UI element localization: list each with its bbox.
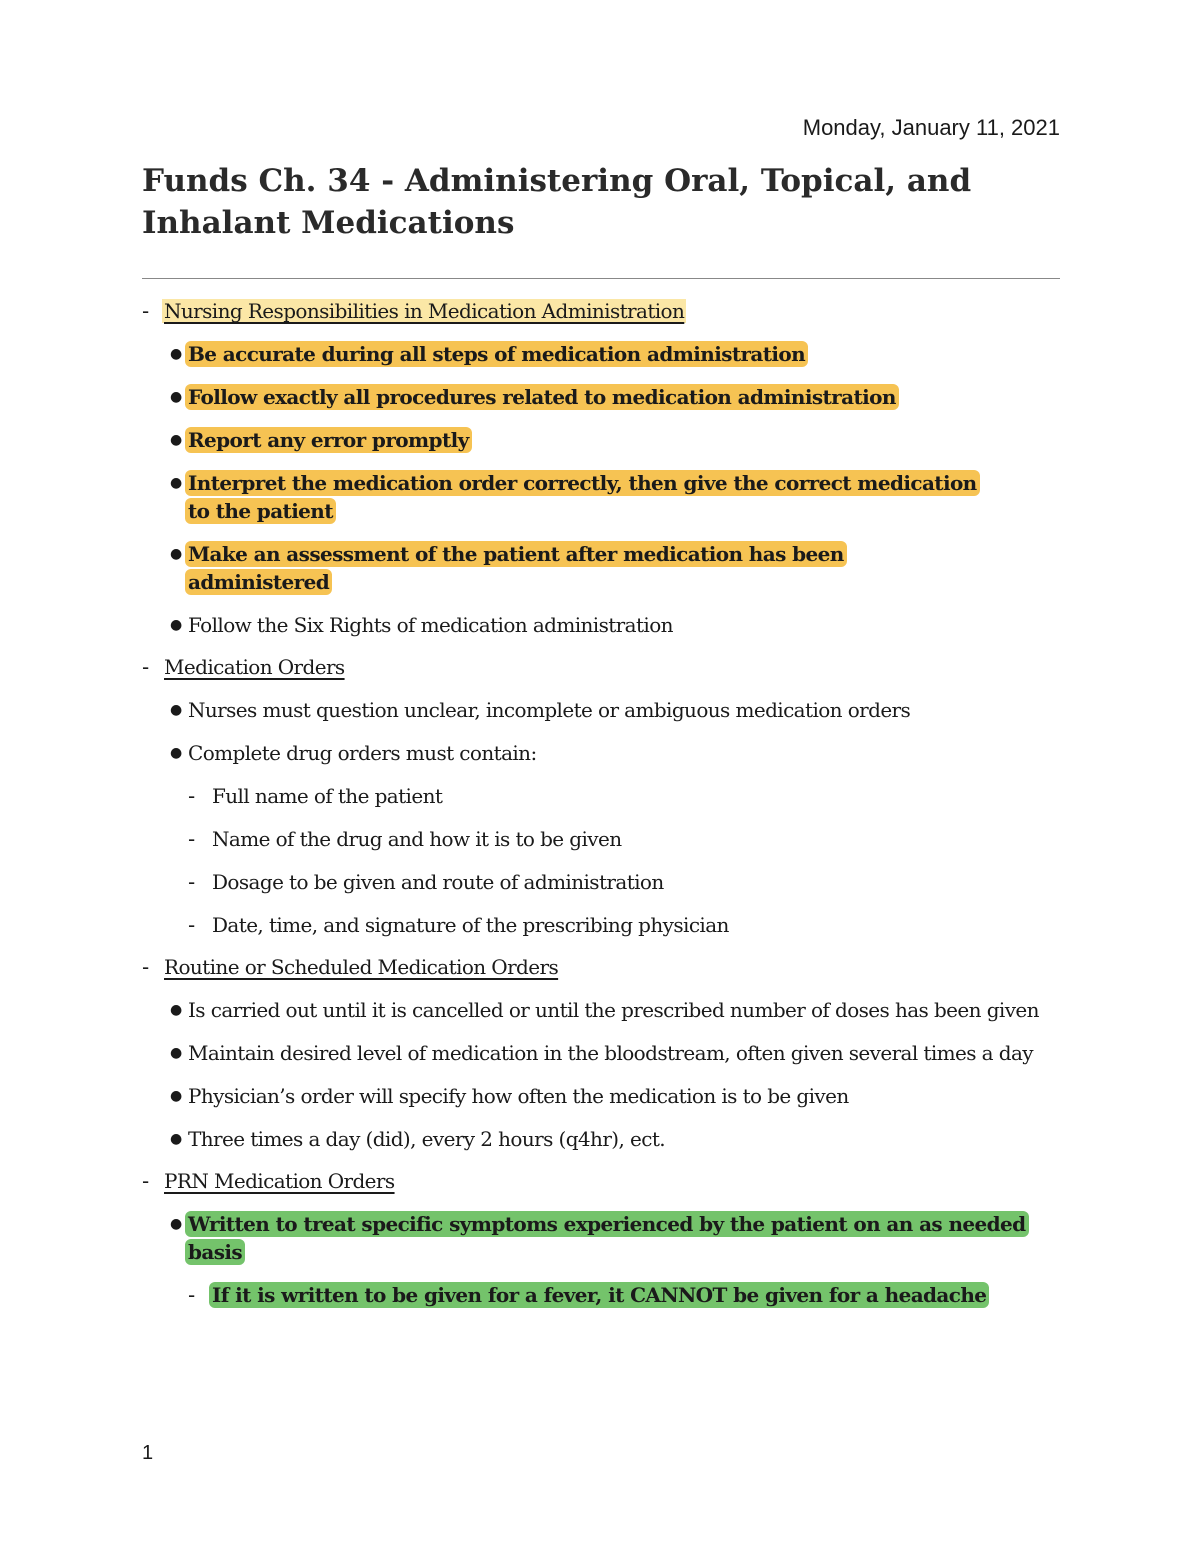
document-date: Monday, January 11, 2021 (802, 115, 1060, 140)
sub-list-item-text: Name of the drug and how it is to be given (212, 827, 622, 851)
notes-body (142, 283, 1062, 1309)
page-title: Funds Ch. 34 - Administering Oral, Topical, and Inhalant Medications (142, 163, 972, 241)
list-item-text: Physician’s order will specify how often the medication is to be given (188, 1084, 849, 1108)
section-heading (142, 1167, 1062, 1195)
bullet-icon: ● (170, 1088, 182, 1104)
sub-list-item-text: Date, time, and signature of the prescribing physician (212, 913, 729, 937)
bullet-icon: ● (170, 475, 182, 491)
bullet-icon: ● (170, 1002, 182, 1018)
bullet-icon: ● (170, 389, 182, 405)
section-heading-text: Medication Orders (164, 655, 345, 679)
dash-bullet-icon: - (142, 955, 149, 979)
list-item-text: Report any error promptly (185, 427, 472, 453)
dash-bullet-icon: - (142, 655, 149, 679)
list-item (142, 340, 1062, 368)
dash-bullet-icon: - (188, 913, 195, 937)
list-item-text: Is carried out until it is cancelled or until the prescribed number of doses has been given (188, 998, 1039, 1022)
sub-list-item (142, 1281, 1022, 1309)
page-number: 1 (142, 1442, 154, 1464)
list-item (142, 739, 1062, 767)
sub-list-item-text: Full name of the patient (212, 784, 443, 808)
list-item (142, 469, 978, 525)
bullet-icon: ● (170, 745, 182, 761)
list-item (142, 426, 1062, 454)
list-item-text: Maintain desired level of medication in the bloodstream, often given several times a day (188, 1041, 1033, 1065)
dash-bullet-icon: - (142, 299, 149, 323)
list-item (142, 1210, 1062, 1266)
list-item-text: Be accurate during all steps of medication administration (185, 341, 808, 367)
sub-list-item (142, 782, 1062, 810)
sub-list-item-text: Dosage to be given and route of administration (212, 870, 664, 894)
bullet-icon: ● (170, 1216, 182, 1232)
bullet-icon: ● (170, 617, 182, 633)
list-item-text: Interpret the medication order correctly, then give the correct medication to the patient (185, 470, 980, 524)
dash-bullet-icon: - (142, 1169, 149, 1193)
title-divider (142, 278, 1060, 279)
bullet-icon: ● (170, 1045, 182, 1061)
list-item-text: Make an assessment of the patient after medication has been administered (185, 541, 847, 595)
list-item (142, 696, 1062, 724)
bullet-icon: ● (170, 546, 182, 562)
list-item-text: Complete drug orders must contain: (188, 741, 537, 765)
section-heading-text: PRN Medication Orders (164, 1169, 395, 1193)
dash-bullet-icon: - (188, 870, 195, 894)
section-heading-text: Routine or Scheduled Medication Orders (164, 955, 559, 979)
list-item-text: Written to treat specific symptoms experienced by the patient on an as needed basis (185, 1211, 1029, 1265)
section-heading (142, 653, 1062, 681)
sub-list-item (142, 911, 1062, 939)
dash-bullet-icon: - (188, 1283, 195, 1307)
list-item (142, 996, 1062, 1024)
list-item-text: Nurses must question unclear, incomplete or ambiguous medication orders (188, 698, 911, 722)
bullet-icon: ● (170, 702, 182, 718)
bullet-icon: ● (170, 346, 182, 362)
section-heading (142, 953, 1062, 981)
bullet-icon: ● (170, 1131, 182, 1147)
dash-bullet-icon: - (188, 827, 195, 851)
dash-bullet-icon: - (188, 784, 195, 808)
list-item (142, 611, 1062, 639)
list-item (142, 1082, 1062, 1110)
list-item (142, 1039, 1062, 1067)
section-heading-text: Nursing Responsibilities in Medication Administration (164, 299, 685, 323)
list-item-text: Three times a day (did), every 2 hours (q4hr), ect. (188, 1127, 666, 1151)
list-item-text: Follow the Six Rights of medication administration (188, 613, 673, 637)
sub-list-item (142, 825, 1062, 853)
bullet-icon: ● (170, 432, 182, 448)
list-item (142, 1125, 1062, 1153)
sub-list-item-text: If it is written to be given for a fever, it CANNOT be given for a headache (209, 1282, 989, 1308)
list-item (142, 540, 968, 596)
section-heading (142, 297, 1062, 325)
list-item-text: Follow exactly all procedures related to medication administration (185, 384, 899, 410)
list-item (142, 383, 1062, 411)
sub-list-item (142, 868, 1062, 896)
